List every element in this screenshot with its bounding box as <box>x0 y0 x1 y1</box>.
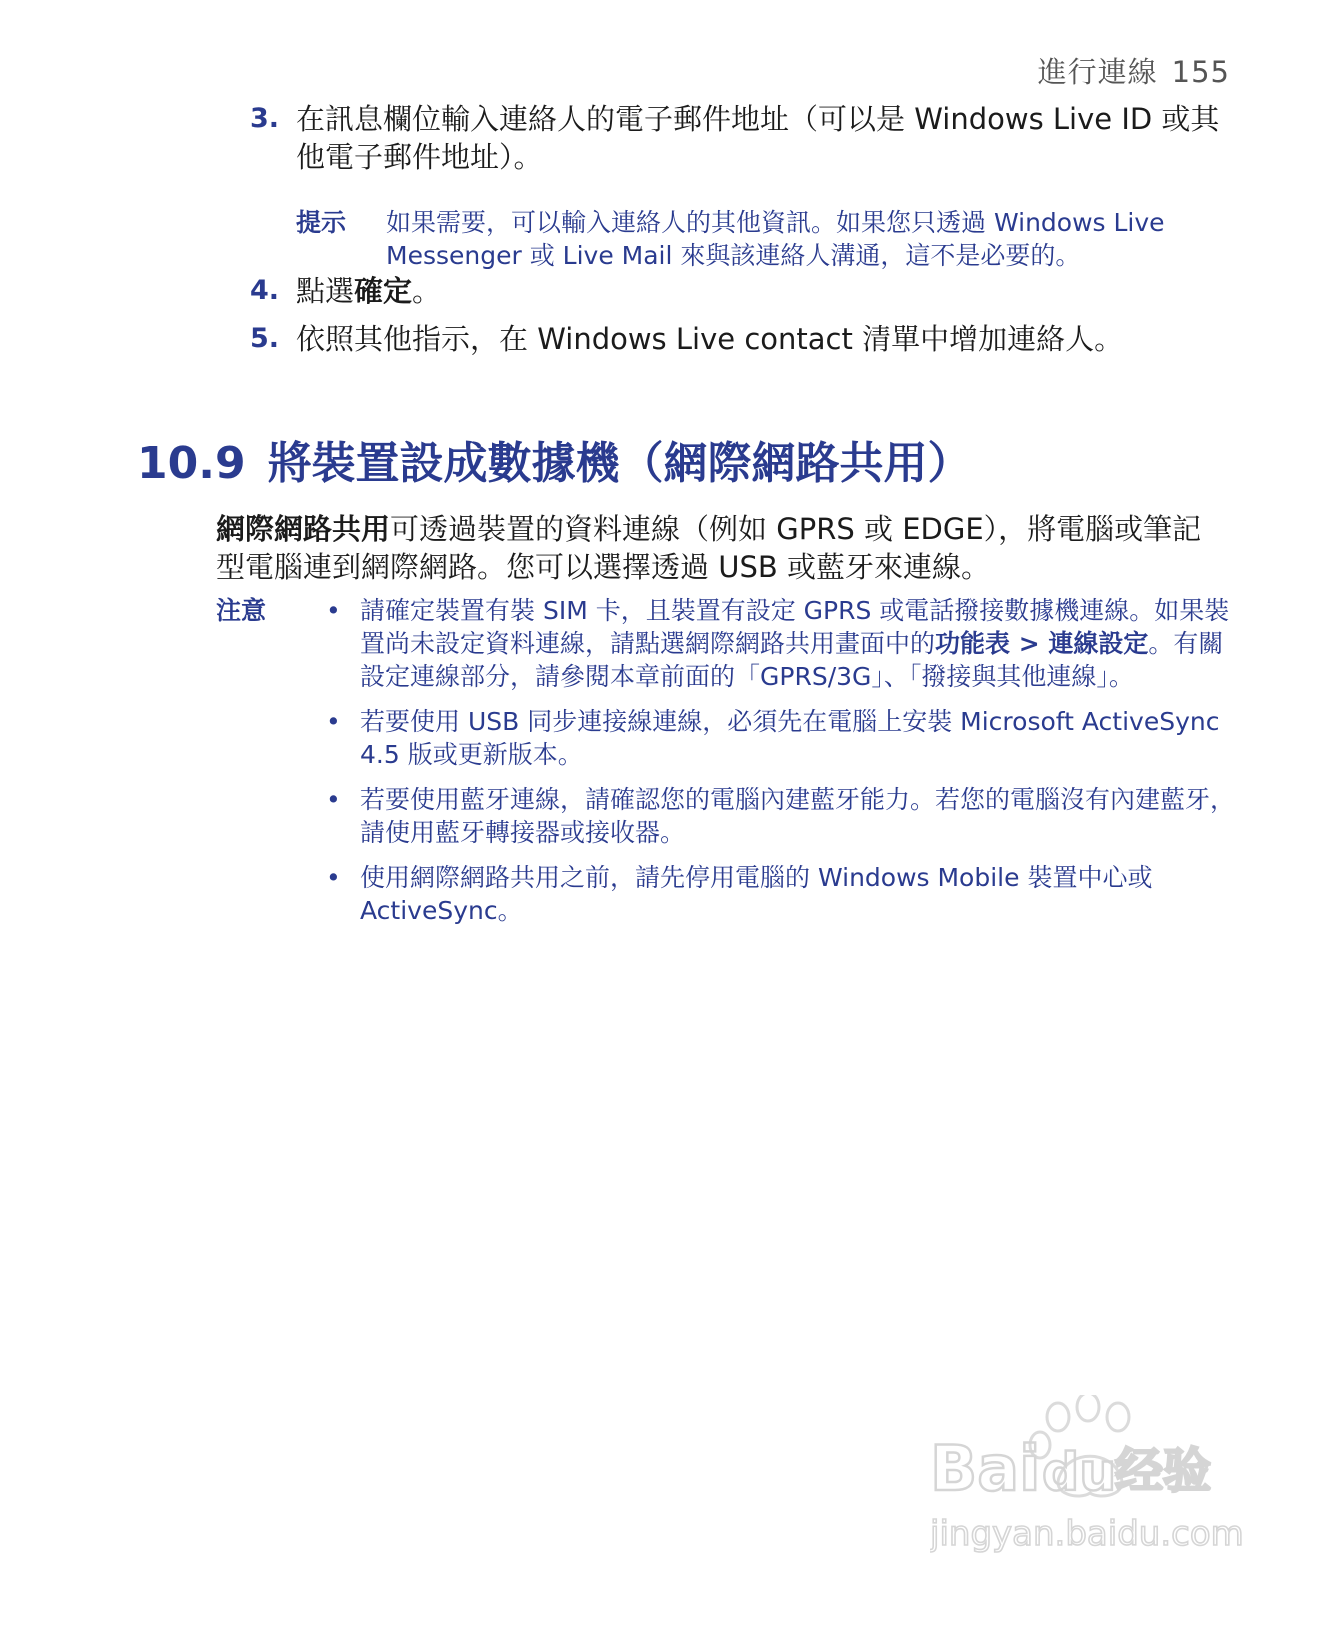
note-box <box>216 594 1236 939</box>
note-text: 使用網際網路共用之前，請先停用電腦的 Windows Mobile 裝置中心或 ActiveSync。 <box>360 863 1153 925</box>
step-text: 在訊息欄位輸入連絡人的電子郵件地址（可以是 Windows Live ID 或其他電子郵件地址）。 <box>296 102 1220 174</box>
bullet-icon: • <box>326 596 341 625</box>
step-4 <box>250 272 1230 310</box>
baidu-watermark-logo <box>930 1395 1250 1565</box>
bullet-icon: • <box>326 863 341 892</box>
step-text: 依照其他指示，在 Windows Live contact 清單中增加連絡人。 <box>296 322 1124 356</box>
note-text: 請確定裝置有裝 SIM 卡，且裝置有設定 GPRS 或電話撥接數據機連線。如果裝置尚未設定資料連線，請點選網際網路共用畫面中的 <box>360 596 1230 658</box>
tip-text: 如果需要，可以輸入連絡人的其他資訊。如果您只透過 Windows Live Messenger 或 Live Mail 來與該連絡人溝通，這不是必要的。 <box>386 208 1165 270</box>
note-text: 若要使用藍牙連線，請確認您的電腦內建藍牙能力。若您的電腦沒有內建藍牙，請使用藍牙轉接器或接收器。 <box>360 785 1236 847</box>
step-number: 5. <box>250 323 280 354</box>
list-item <box>326 783 1236 849</box>
header-section-title: 進行連線 <box>1037 55 1158 89</box>
step-text <box>296 272 1230 310</box>
section-heading <box>137 436 972 492</box>
page-header <box>1038 50 1230 91</box>
page-number: 155 <box>1171 55 1230 89</box>
bullet-icon: • <box>326 707 341 736</box>
note-text: 。有關設定連線部分，請參閱本章前面的「GPRS/3G」、「撥接與其他連線」。 <box>360 629 1224 691</box>
intro-bold-term: 網際網路共用 <box>216 512 391 546</box>
note-list <box>216 594 1236 927</box>
step-number: 3. <box>250 103 280 134</box>
list-item <box>326 705 1236 771</box>
bullet-icon: • <box>326 785 341 814</box>
list-item <box>326 861 1236 927</box>
step-text-part: 。 <box>412 274 442 308</box>
menu-path: 功能表 > 連線設定 <box>935 629 1149 658</box>
step-3 <box>250 100 1230 176</box>
note-text: 若要使用 USB 同步連接線連線，必須先在電腦上安裝 Microsoft ActiveSync 4.5 版或更新版本。 <box>360 707 1220 769</box>
watermark-cn: 经验 <box>1115 1443 1212 1499</box>
watermark-brand-2: du <box>1042 1443 1117 1503</box>
section-title-text: 將裝置設成數據機（網際網路共用） <box>267 438 972 489</box>
step-number: 4. <box>250 275 280 306</box>
note-label: 注意 <box>216 596 267 625</box>
watermark-url: jingyan.baidu.com <box>930 1514 1244 1554</box>
step-5 <box>250 320 1230 358</box>
section-number: 10.9 <box>137 438 246 489</box>
ok-keyword: 確定 <box>354 274 413 308</box>
watermark-brand: Bai <box>930 1432 1041 1505</box>
tip-label: 提示 <box>296 208 347 237</box>
intro-text: 可透過裝置的資料連線（例如 GPRS 或 EDGE），將電腦或筆記型電腦連到網際網路。您可以選擇透過 USB 或藍牙來連線。 <box>216 512 1202 584</box>
tip-box <box>296 206 1236 272</box>
intro-paragraph <box>216 510 1226 586</box>
step-text-part: 點選 <box>296 274 355 308</box>
list-item <box>326 594 1236 693</box>
